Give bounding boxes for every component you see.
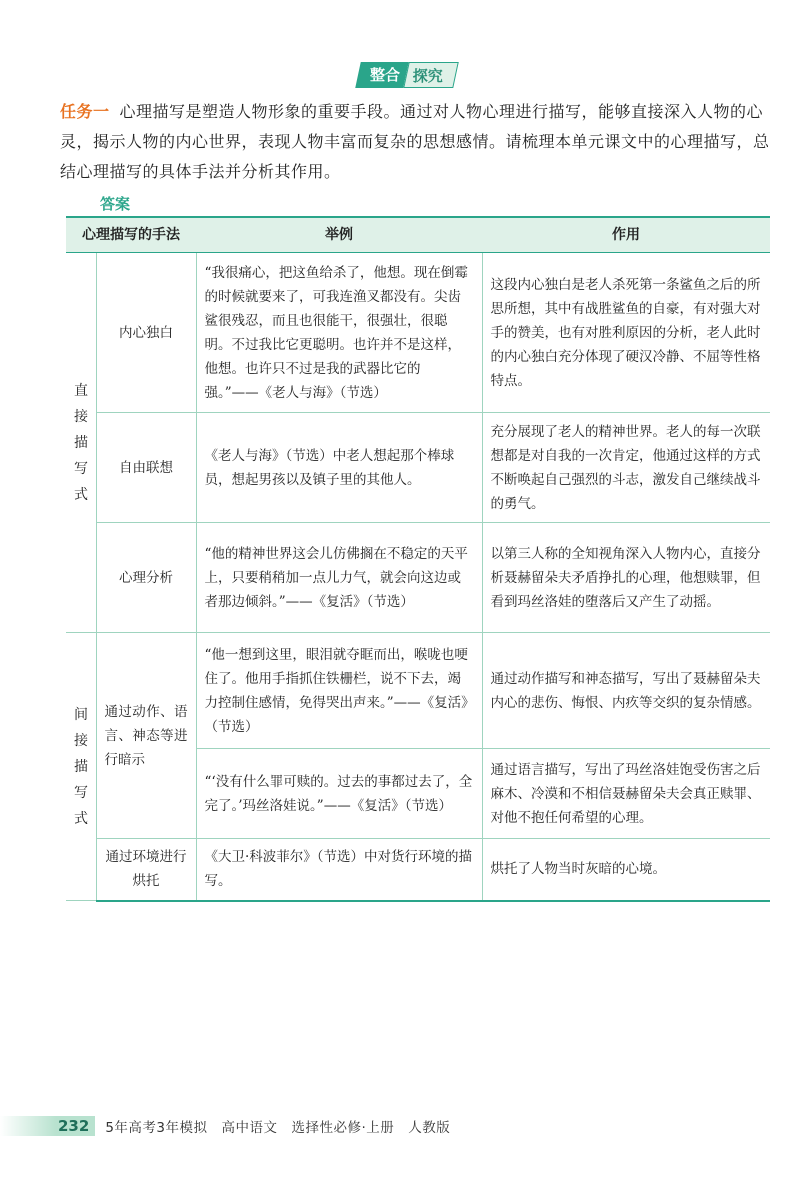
banner-left-label: 整合 (370, 66, 401, 84)
table-header-row (66, 217, 770, 253)
example-cell: 《老人与海》（节选）中老人想起那个棒球员，想起男孩以及镇子里的其他人。 (196, 413, 482, 523)
header-method: 心理描写的手法 (66, 217, 196, 253)
example-cell: “‘没有什么罪可赎的。过去的事都过去了，全完了。’玛丝洛娃说。”——《复活》（节选） (196, 749, 482, 839)
footer-text: 5年高考3年模拟 高中语文 选择性必修·上册 人教版 (105, 1120, 451, 1136)
header-example: 举例 (196, 217, 482, 253)
table-row (66, 523, 770, 633)
example-cell: “我很痛心，把这鱼给杀了，他想。现在倒霉的时候就要来了，可我连渔叉都没有。尖齿鲨很残忍，而且也很能干，很强壮，很聪明。不过我比它更聪明。也许并不是这样，他想。也许只不过是我的武器比它的强。”——《老人与海》（节选） (196, 253, 482, 413)
table-row (66, 413, 770, 523)
answer-table (66, 216, 770, 902)
page-number: 232 (56, 1116, 95, 1136)
category-direct (66, 253, 96, 633)
method-cell: 内心独白 (96, 253, 196, 413)
effect-cell: 通过语言描写，写出了玛丝洛娃饱受伤害之后麻木、冷漠和不相信聂赫留朵夫会真正赎罪、对他不抱任何希望的心理。 (482, 749, 770, 839)
task-label: 任务一 (60, 102, 110, 121)
method-cell: 通过环境进行烘托 (96, 839, 196, 901)
effect-cell: 通过动作描写和神态描写，写出了聂赫留朵夫内心的悲伤、悔恨、内疚等交织的复杂情感。 (482, 633, 770, 749)
banner-right-label: 探究 (412, 67, 443, 85)
task-paragraph (60, 97, 770, 187)
method-cell: 通过动作、语言、神态等进行暗示 (96, 633, 196, 839)
category-direct-label: 直 接 描 写 式 (74, 382, 88, 503)
table-row (66, 839, 770, 901)
category-indirect (66, 633, 96, 901)
table-row (66, 253, 770, 413)
header-effect: 作用 (482, 217, 770, 253)
effect-cell: 以第三人称的全知视角深入人物内心，直接分析聂赫留朵夫矛盾挣扎的心理，他想赎罪，但看到玛丝洛娃的堕落后又产生了动摇。 (482, 523, 770, 633)
page-footer (0, 1113, 800, 1139)
section-banner (358, 62, 456, 88)
example-cell: “他一想到这里，眼泪就夺眶而出，喉咙也哽住了。他用手指抓住铁栅栏，说不下去，竭力控制住感情，免得哭出声来。”——《复活》（节选） (196, 633, 482, 749)
effect-cell: 这段内心独白是老人杀死第一条鲨鱼之后的所思所想，其中有战胜鲨鱼的自豪，有对强大对手的赞美，也有对胜利原因的分析，老人此时的内心独白充分体现了硬汉冷静、不屈等性格特点。 (482, 253, 770, 413)
task-text: 心理描写是塑造人物形象的重要手段。通过对人物心理进行描写，能够直接深入人物的心灵，揭示人物的内心世界，表现人物丰富而复杂的思想感情。请梳理本单元课文中的心理描写，总结心理描写的具体手法并分析其作用。 (60, 102, 770, 181)
example-cell: “他的精神世界这会儿仿佛搁在不稳定的天平上，只要稍稍加一点儿力气，就会向这边或者那边倾斜。”——《复活》（节选） (196, 523, 482, 633)
method-cell: 心理分析 (96, 523, 196, 633)
category-indirect-label: 间 接 描 写 式 (74, 706, 88, 827)
effect-cell: 充分展现了老人的精神世界。老人的每一次联想都是对自我的一次肯定，他通过这样的方式不断唤起自己强烈的斗志，激发自己继续战斗的勇气。 (482, 413, 770, 523)
method-cell: 自由联想 (96, 413, 196, 523)
table-row (66, 633, 770, 749)
answer-label: 答案 (100, 195, 131, 213)
effect-cell: 烘托了人物当时灰暗的心境。 (482, 839, 770, 901)
footer-bar (0, 1116, 56, 1136)
example-cell: 《大卫·科波菲尔》（节选）中对货行环境的描写。 (196, 839, 482, 901)
